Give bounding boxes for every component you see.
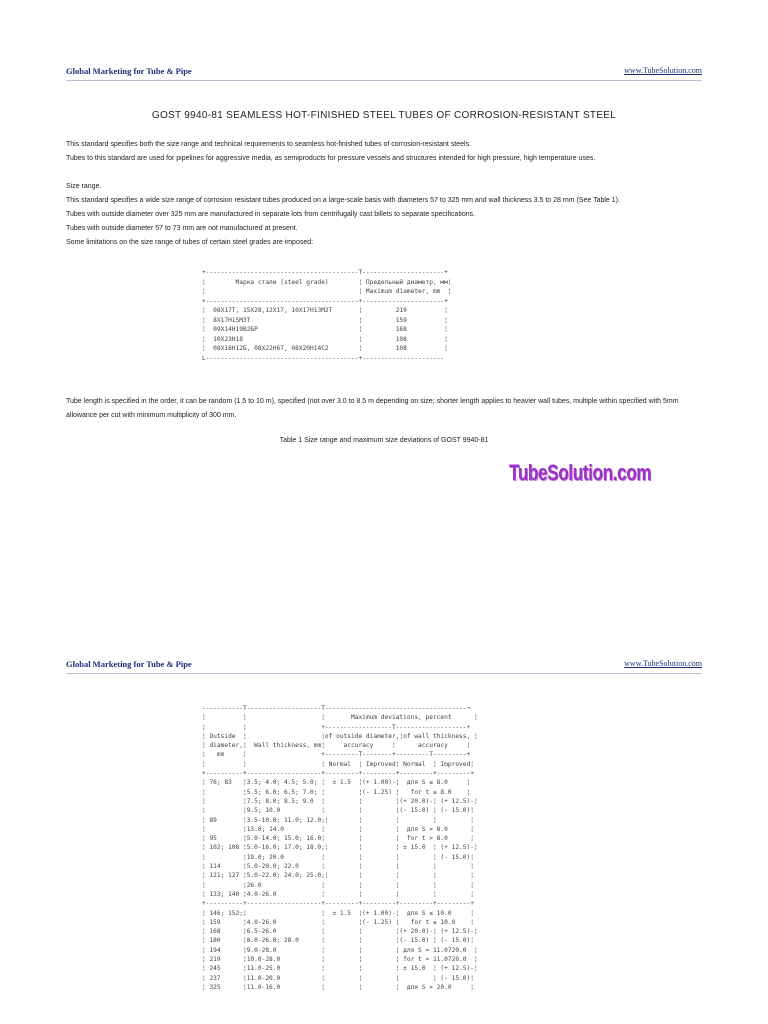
tube-length-section: [66, 395, 706, 423]
document-title: GOST 9940-81 SEAMLESS HOT-FINISHED STEEL TUBES OF CORROSION-RESISTANT STEEL: [151, 110, 617, 121]
size-deviation-table: [202, 704, 478, 992]
table-line: ¦ 114 ¦5.0-20.0; 22.0 ¦ ¦ ¦ ¦ ¦: [202, 863, 474, 871]
table-line: -----------T--------------------T--------------------------------------¬: [202, 705, 471, 712]
table-line: ¦ mm ¦ +---------T--------+---------T---------+: [202, 751, 471, 759]
steel-grade-table: [202, 268, 452, 363]
intro-line: This standard specifies both the size range and technical requirements to seamless hot-finished tubes of corrosion-resistant steels.: [66, 141, 472, 148]
header-website-link[interactable]: www.TubeSolution.com: [624, 659, 702, 668]
table-line: ¦ ¦5.5; 6.0; 6.5; 7.0; ¦ ¦(- 1.25) ¦ for t ≤ 8.0 ¦: [202, 788, 471, 796]
table-line: +-----------------------------------------+----------------------+: [202, 297, 448, 305]
table-line: ¦ ¦19.0; 20.0 ¦ ¦ ¦ ¦ (- 15.0)¦: [202, 853, 474, 861]
table-line: ¦ 245 ¦11.0-25.0 ¦ ¦ ¦ ± 15.0 ¦ (+ 12.5)-¦: [202, 965, 478, 973]
table-line: ¦ 10X23H18 ¦ 108 ¦: [202, 335, 448, 343]
header-company: Global Marketing for Tube & Pipe: [66, 66, 192, 76]
table-line: ¦ 89 ¦3.5-10.0; 11.0; 12.0;¦ ¦ ¦ ¦ ¦: [202, 816, 474, 824]
table-line: ¦ 159 ¦4.0-26.0 ¦ ¦(- 1.25) ¦ for t ≤ 10.0 ¦: [202, 918, 474, 926]
table-line: ¦ 09X14H19B2БР ¦ 168 ¦: [202, 326, 448, 333]
table-line: ¦ ¦13.0; 14.0 ¦ ¦ ¦ для S > 8.0 ¦: [202, 825, 474, 833]
table-line: ¦ Марка стали (steel grade) ¦ Предельный диаметр, мм¦: [202, 278, 452, 286]
table-caption: Table 1 Size range and maximum size deviations of GOST 9940-81: [279, 437, 489, 444]
table-line: ¦ 237 ¦11.0-20.0 ¦ ¦ ¦ ¦ (- 15.0)¦: [202, 974, 474, 982]
table-line: ¦ 08X18H12Б, 08X22H6T, 08X20H14C2 ¦ 108 ¦: [202, 345, 448, 352]
size-range-line: Tubes with outside diameter over 325 mm are manufactured in separate lots from centrifugally cast billets to separate specifications.: [66, 211, 476, 218]
size-range-line: Tubes with outside diameter 57 to 73 mm are not manufactured at present.: [66, 225, 298, 232]
table-line: ¦ 325 ¦11.0-16.0 ¦ ¦ ¦ для S > 20.0 ¦: [202, 983, 474, 991]
intro-section: [66, 138, 706, 166]
table-line: ¦ 133; 140 ¦4.0-26.0 ¦ ¦ ¦ ¦ ¦: [202, 890, 474, 898]
header-company: Global Marketing for Tube & Pipe: [66, 659, 192, 669]
table-line: ¦ 76; 83 ¦3.5; 4.0; 4.5; 5.0; ¦ ± 1.5 ¦(+ 1.00)-¦ для S ≤ 8.0 ¦: [202, 779, 471, 787]
table-line: ¦ 146; 152;¦ ¦ ± 1.5 ¦(+ 1.00)-¦ для S ≤ 10.0 ¦: [202, 909, 474, 917]
size-range-section: [66, 180, 706, 250]
table-line: ¦ ¦9.5; 10.0 ¦ ¦ ¦(- 15.0) ¦ (- 15.0)¦: [202, 807, 474, 815]
size-range-line: Some limitations on the size range of tubes of certain steel grades are imposed:: [66, 239, 314, 246]
table-line: +----------+--------------------+---------+---------+---------+---------+: [202, 900, 474, 908]
tube-length-text: Tube length is specified in the order, it can be random (1.5 to 10 m), specified (not over 3.0 to 8.5 m depending on size; shorter length applies to heavier wall tubes, multiple within specified with 5mm allowance per cut with minimum multiplicity of 300 mm.: [66, 398, 679, 419]
table-line: ¦ ¦ ¦ Normal ¦ Improved¦ Normal ¦ Improved¦: [202, 760, 474, 768]
table-line: ¦ 219 ¦10.0-28.0 ¦ ¦ ¦ for t = 11.0720.0 ¦: [202, 956, 478, 964]
table-line: ¦ 95 ¦5.0-14.0; 15.0; 16.0¦ ¦ ¦ for t > 8.0 ¦: [202, 835, 474, 843]
table-line: ¦ 08X17T, 15X28,12X17, 10X17H13M2T ¦ 219 ¦: [202, 307, 448, 314]
page-header-2: [66, 659, 702, 674]
page-header: [66, 66, 702, 81]
table-line: ¦ 102; 108 ¦5.0-16.0; 17.0; 18.0;¦ ¦ ¦ ± 15.0 ¦ (+ 12.5)-¦: [202, 844, 478, 852]
table-line: ¦ 180 ¦8.0-26.0; 28.0 ¦ ¦ ¦(- 15.0) ¦ (- 15.0)¦: [202, 937, 474, 945]
table-line: +----------+--------------------+---------+---------+---------+---------+: [202, 770, 474, 778]
table-line: ¦ 121; 127 ¦5.0-22.0; 24.0; 25.0;¦ ¦ ¦ ¦ ¦: [202, 872, 474, 880]
intro-line: Tubes to this standard are used for pipelines for aggressive media, as semiproducts for pressure vessels and structures intended for high pressure, high temperature uses.: [66, 155, 596, 162]
table-line: +-----------------------------------------T----------------------+: [202, 269, 448, 276]
table-line: ¦ Outside ¦ ¦of outside diameter,¦of wall thickness, ¦: [202, 732, 478, 740]
table-line: ¦ 168 ¦6.5-26.0 ¦ ¦ ¦(+ 20.0)-¦ (+ 12.5)-¦: [202, 928, 478, 936]
table-line: L-----------------------------------------+----------------------: [202, 354, 445, 362]
table-line: ¦ 194 ¦9.0-28.0 ¦ ¦ ¦ для S = 11.0720.0 ¦: [202, 946, 478, 954]
table-line: ¦ ¦ Maximum diameter, mm ¦: [202, 288, 452, 295]
table-line: ¦ 8X17H15M3T ¦ 159 ¦: [202, 316, 448, 324]
tubesolution-logo: TubeSolution.com: [509, 460, 652, 485]
table-line: ¦ ¦7.5; 8.0; 8.5; 9.0 ¦ ¦ ¦(+ 20.0)-¦ (+ 12.5)-¦: [202, 797, 478, 805]
size-range-line: This standard specifies a wide size range of corrosion resistant tubes produced on a large-scale basis with diameters 57 to 325 mm and wall thickness 3.5 to 28 mm (See Table 1).: [66, 197, 620, 204]
table-line: ¦ ¦ ¦ Maximum deviations, percent ¦: [202, 714, 478, 722]
table-line: ¦ ¦26.0 ¦ ¦ ¦ ¦ ¦: [202, 881, 474, 889]
table-line: ¦ diameter,¦ Wall thickness, mm¦ accuracy ¦ accuracy ¦: [202, 742, 471, 750]
table-line: ¦ ¦ +------------------T-------------------+: [202, 723, 471, 731]
size-range-heading: Size range.: [66, 183, 102, 190]
header-website-link[interactable]: www.TubeSolution.com: [624, 66, 702, 75]
